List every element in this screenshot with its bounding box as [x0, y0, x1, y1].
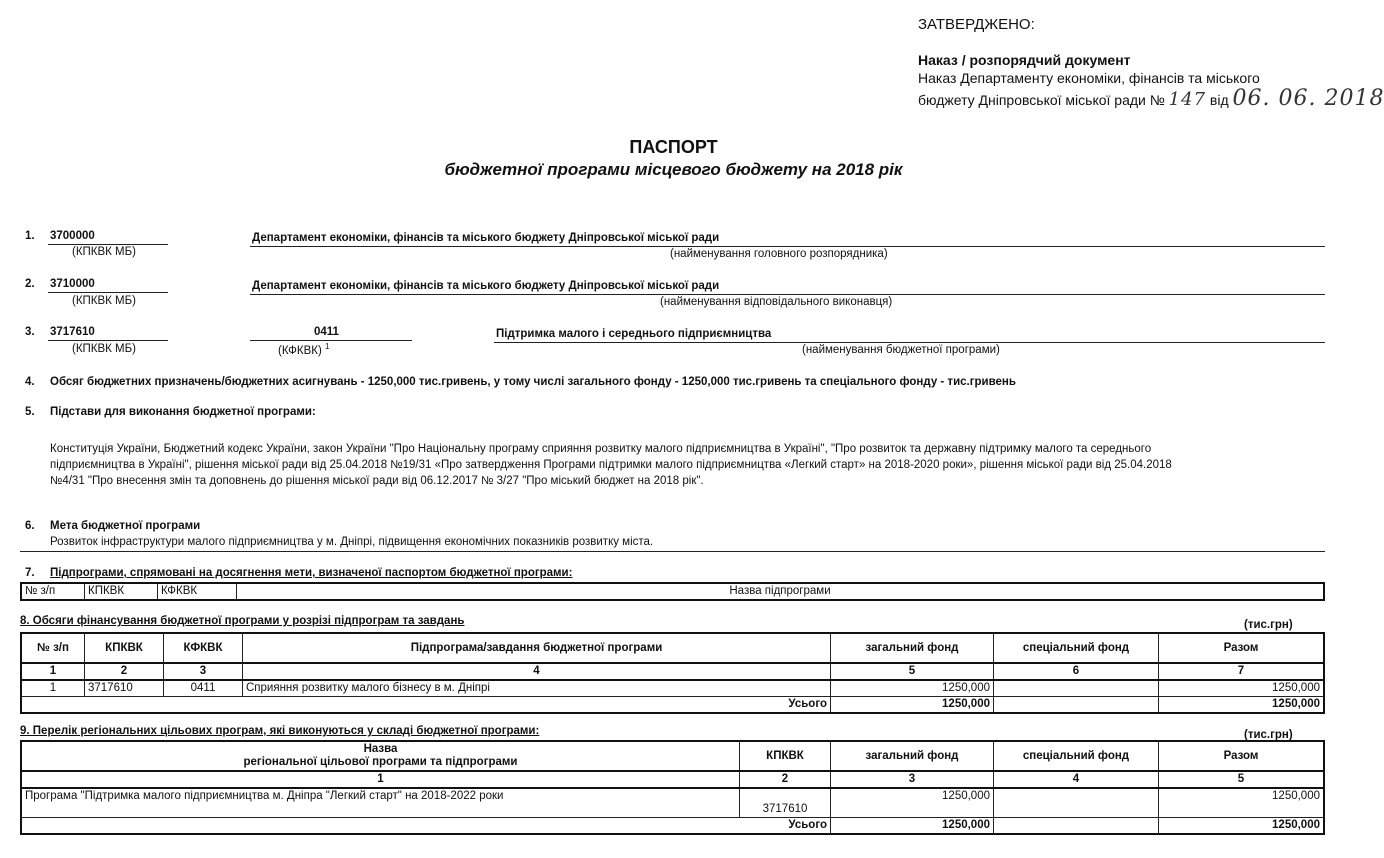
- financing-colnum: 1: [21, 663, 85, 680]
- item-3-number: 3.: [25, 326, 35, 338]
- regional-cell-general: 1250,000: [831, 788, 994, 818]
- section-9-unit: (тис.грн): [1244, 729, 1293, 741]
- regional-cell-special: [994, 788, 1159, 818]
- item-1-code: 3700000: [50, 230, 95, 242]
- item-3-code-label: (КПКВК МБ): [72, 343, 137, 355]
- financing-total-row: [21, 697, 1324, 714]
- financing-header-total: Разом: [1159, 633, 1325, 663]
- regional-colnum: 4: [994, 771, 1159, 788]
- financing-cell-special: [994, 680, 1159, 697]
- financing-header-kpkvk: КПКВК: [85, 633, 164, 663]
- section-8-title: 8. Обсяги фінансування бюджетної програми у розрізі підпрограм та завдань: [20, 615, 465, 627]
- regional-header-name: [21, 741, 740, 771]
- financing-total-label: Усього: [21, 697, 831, 714]
- regional-header-general-fund: загальний фонд: [831, 741, 994, 771]
- financing-cell-kfkvk: 0411: [164, 680, 243, 697]
- page-subtitle: бюджетної програми місцевого бюджету на 2018 рік: [444, 160, 903, 179]
- regional-header-special-fund: спеціальний фонд: [994, 741, 1159, 771]
- financing-table: [20, 632, 1325, 714]
- regional-cell-kpkvk: 3717610: [740, 788, 831, 818]
- item-3-kfkvk-label: (КФКВК): [278, 344, 322, 357]
- financing-colnum: 7: [1159, 663, 1325, 680]
- section-8-unit: (тис.грн): [1244, 619, 1293, 631]
- regional-total-sum: 1250,000: [1159, 818, 1325, 835]
- item-1-name-underline: [250, 246, 1325, 247]
- handwritten-order-number: 147: [1168, 89, 1207, 110]
- regional-total-row: [21, 818, 1324, 835]
- approval-doc-type: Наказ / розпорядчий документ: [918, 52, 1131, 68]
- financing-colnum: 3: [164, 663, 243, 680]
- section-5-line-3: №4/31 "Про внесення змін та доповнень до рішення міської ради від 06.12.2017 № 3/27 "Про міський бюджет на 2018 рік".: [50, 475, 704, 487]
- item-2-code-underline: [48, 292, 168, 293]
- financing-header-special-fund: спеціальний фонд: [994, 633, 1159, 663]
- financing-total-general: 1250,000: [831, 697, 994, 714]
- subprograms-header-kpkvk: КПКВК: [85, 583, 158, 600]
- section-5-number: 5.: [25, 406, 35, 418]
- item-3-code-underline: [48, 340, 168, 341]
- item-2-name-underline: [250, 294, 1325, 295]
- financing-cell-total: 1250,000: [1159, 680, 1325, 697]
- section-4-text: Обсяг бюджетних призначень/бюджетних асигнувань - 1250,000 тис.гривень, у тому числі загального фонду - 1250,000 тис.гривень та спеціального фонду - тис.гривень: [50, 376, 1016, 388]
- financing-total-sum: 1250,000: [1159, 697, 1325, 714]
- item-3-name-underline: [494, 342, 1325, 343]
- regional-cell-name: Програма "Підтримка малого підприємництва м. Дніпра "Легкий старт" на 2018-2022 роки: [21, 788, 740, 818]
- approval-title: ЗАТВЕРДЖЕНО:: [918, 16, 1035, 33]
- regional-header-kpkvk: КПКВК: [740, 741, 831, 771]
- financing-header-task: Підпрограма/завдання бюджетної програми: [243, 633, 831, 663]
- regional-total-special: [994, 818, 1159, 835]
- item-1-number: 1.: [25, 230, 35, 242]
- financing-header-kfkvk: КФКВК: [164, 633, 243, 663]
- section-5-line-2: підприємництва в Україні", рішення міської ради від 25.04.2018 №19/31 «Про затвердження Програми підтримки малого підприємництва «Легкий старт» на 2018-2020 роки», рішення міської ради від 25.04.2018: [50, 459, 1172, 471]
- item-2-number: 2.: [25, 278, 35, 290]
- approval-line-2-text: бюджету Дніпровської міської ради №: [918, 92, 1165, 108]
- item-3-kfkvk-label-wrap: [278, 342, 329, 357]
- page-title: ПАСПОРТ: [629, 137, 718, 157]
- section-6-title: Мета бюджетної програми: [50, 520, 201, 532]
- regional-programs-table: [20, 740, 1325, 835]
- item-1-code-label: (КПКВК МБ): [72, 246, 137, 258]
- financing-cell-kpkvk: 3717610: [85, 680, 164, 697]
- section-6-underline: [20, 551, 1325, 552]
- section-5-title: Підстави для виконання бюджетної програми:: [50, 406, 316, 418]
- regional-colnum: 1: [21, 771, 740, 788]
- item-2-code: 3710000: [50, 278, 95, 290]
- table-row: [21, 680, 1324, 697]
- section-6-number: 6.: [25, 520, 35, 532]
- regional-header-total: Разом: [1159, 741, 1325, 771]
- item-3-name: Підтримка малого і середнього підприємництва: [496, 328, 772, 340]
- subprograms-header-kfkvk: КФКВК: [158, 583, 237, 600]
- financing-colnum: 5: [831, 663, 994, 680]
- financing-header-general-fund: загальний фонд: [831, 633, 994, 663]
- regional-total-label: Усього: [21, 818, 831, 835]
- item-1-name-label: (найменування головного розпорядника): [670, 248, 888, 260]
- regional-cell-total: 1250,000: [1159, 788, 1325, 818]
- item-3-code: 3717610: [50, 326, 95, 338]
- financing-cell-general: 1250,000: [831, 680, 994, 697]
- financing-colnum: 2: [85, 663, 164, 680]
- subprograms-table: [20, 582, 1325, 601]
- regional-colnum: 3: [831, 771, 994, 788]
- subprograms-header-name: Назва підпрограми: [237, 583, 1325, 600]
- section-9-title: 9. Перелік регіональних цільових програм, які виконуються у складі бюджетної програми:: [20, 725, 540, 737]
- item-3-kfkvk-footnote: 1: [324, 342, 330, 351]
- item-3-name-label: (найменування бюджетної програми): [802, 344, 1000, 356]
- approval-from: від: [1209, 92, 1229, 108]
- table-row: [21, 788, 1324, 818]
- section-4-number: 4.: [25, 376, 35, 388]
- handwritten-order-date: 06. 06. 2018: [1232, 86, 1384, 111]
- section-6-text: Розвиток інфраструктури малого підприємництва у м. Дніпрі, підвищення економічних показників розвитку міста.: [50, 536, 654, 548]
- item-2-code-label: (КПКВК МБ): [72, 295, 137, 307]
- financing-colnum: 4: [243, 663, 831, 680]
- item-2-name: Департамент економіки, фінансів та міського бюджету Дніпровської міської ради: [252, 280, 720, 292]
- subprograms-header-num: № з/п: [21, 583, 85, 600]
- approval-line-2: [918, 86, 1384, 111]
- regional-total-general: 1250,000: [831, 818, 994, 835]
- section-7-title: Підпрограми, спрямовані на досягнення мети, визначеної паспортом бюджетної програми:: [50, 567, 573, 579]
- financing-header-num: № з/п: [21, 633, 85, 663]
- item-1-name: Департамент економіки, фінансів та міського бюджету Дніпровської міської ради: [252, 232, 720, 244]
- regional-header-name-l1: Назва: [363, 743, 398, 755]
- regional-header-name-l2: регіональної цільової програми та підпрограми: [243, 756, 518, 768]
- item-2-name-label: (найменування відповідального виконавця): [660, 296, 893, 308]
- regional-colnum: 5: [1159, 771, 1325, 788]
- financing-cell-num: 1: [21, 680, 85, 697]
- regional-colnum: 2: [740, 771, 831, 788]
- financing-colnum: 6: [994, 663, 1159, 680]
- approval-line-1: Наказ Департаменту економіки, фінансів та міського: [918, 70, 1260, 86]
- financing-total-special: [994, 697, 1159, 714]
- section-5-line-1: Конституція України, Бюджетний кодекс України, закон України "Про Національну програму сприяння розвитку малого підприємництва в Україні", "Про розвиток та державну підтримку малого та середнього: [50, 443, 1152, 455]
- item-3-kfkvk: 0411: [314, 326, 339, 338]
- financing-cell-task: Сприяння розвитку малого бізнесу в м. Дніпрі: [243, 680, 831, 697]
- item-3-kfkvk-underline: [250, 340, 412, 341]
- item-1-code-underline: [48, 244, 168, 245]
- section-7-number: 7.: [25, 567, 35, 579]
